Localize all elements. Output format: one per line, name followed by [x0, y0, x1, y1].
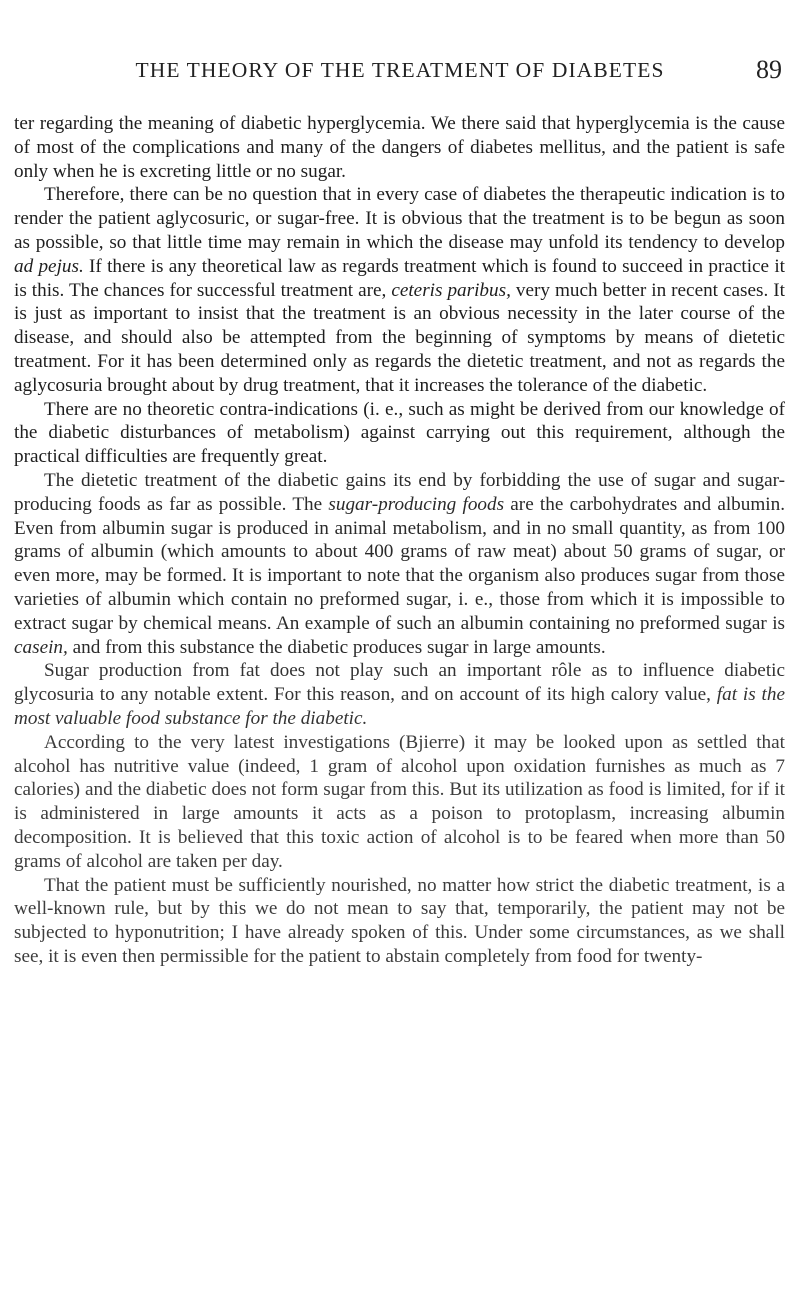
paragraph-7 [14, 874, 785, 969]
italic-phrase: casein, [14, 636, 68, 658]
paragraph-3 [14, 398, 785, 469]
page-number: 89 [756, 55, 782, 84]
paragraph-text: ter regarding the meaning of diabetic hyperglycemia. We there said that hyperglycemia is the cause of most of the complications and many of the dangers of diabetes mellitus, and the patient is safe only when he is excreting little or no sugar. [14, 113, 785, 182]
paragraph-4 [14, 469, 785, 659]
paragraph-6 [14, 731, 785, 874]
paragraph-text: very much better in recent cases. It is just as important to insist that the treatment is an obvious necessity in the later course of the disease, and should also be attempted from the beginning of symptoms by means of dietetic treatment. For it has been determined only as regards the dietetic treatment, and not as regards the aglycosuria brought about by drug treatment, that it increases the tolerance of the diabetic. [14, 279, 785, 396]
paragraph-2 [14, 183, 785, 397]
paragraph-text: and from this substance the diabetic produces sugar in large amounts. [67, 636, 606, 658]
paragraph-text: There are no theoretic contra-indications (i. e., such as might be derived from our knowledge of the diabetic disturbances of metabolism) against carrying out this requirement, although the practical difficulties are frequently great. [14, 398, 785, 468]
body-text [14, 112, 785, 969]
paragraph-text: According to the very latest investigations (Bjierre) it may be looked upon as settled that alcohol has nutritive value (indeed, 1 gram of alcohol upon oxidation furnishes as much as 7 calories) and the diabetic does not form sugar from this. But its utilization as food is limited, for if it is administered in large amounts it acts as a poison to protoplasm, increasing albumin decomposition. It is believed that this toxic action of alcohol is to be feared when more than 50 grams of alcohol are taken per day. [14, 731, 785, 872]
paragraph-1 [14, 112, 785, 183]
paragraph-text: Sugar production from fat does not play such an important rôle as to influence diabetic glycosuria to any notable extent. For this reason, and on account of its high calory value, [14, 660, 785, 706]
paragraph-text: If there is any theoretical law as regards treatment which is found to succeed in practice it is this. The chances for successful treatment are, [14, 255, 785, 301]
italic-phrase: sugar-producing foods [328, 493, 505, 515]
paragraph-text: The dietetic treatment of the diabetic gains its end by forbidding the use of sugar and sugar-producing foods as far as possible. The [14, 469, 785, 515]
paragraph-text: Therefore, there can be no question that in every case of diabetes the therapeutic indication is to render the patient aglycosuric, or sugar-free. It is obvious that the treatment is to be begun as soon as possible, so that little time may remain in which the disease may unfold its tendency to develop [14, 184, 785, 253]
italic-phrase: ad pejus. [14, 255, 84, 277]
paragraph-text: are the carbohydrates and albumin. Even from albumin sugar is produced in animal metabolism, and in no small quantity, as from 100 grams of albumin (which amounts to about 400 grams of raw meat) about 50 grams of sugar, or even more, may be formed. It is important to note that the organism also produces sugar from those varieties of albumin which contain no preformed sugar, i. e., those from which it is impossible to extract sugar by chemical means. An example of such an albumin containing no preformed sugar is [14, 493, 786, 634]
italic-phrase: ceteris paribus, [391, 279, 511, 301]
italic-phrase: fat is the most valuable food substance for the diabetic. [14, 684, 785, 729]
paragraph-5 [14, 659, 785, 730]
paragraph-text: That the patient must be sufficiently nourished, no matter how strict the diabetic treatment, is a well-known rule, but by this we do not mean to say that, temporarily, the patient may not be subjected to hyponutrition; I have already spoken of this. Under some circumstances, as we shall see, it is even then permissible for the patient to abstain completely from food for twenty- [14, 874, 785, 967]
running-title: THE THEORY OF THE TREATMENT OF DIABETES [135, 58, 665, 82]
running-header [0, 48, 800, 88]
